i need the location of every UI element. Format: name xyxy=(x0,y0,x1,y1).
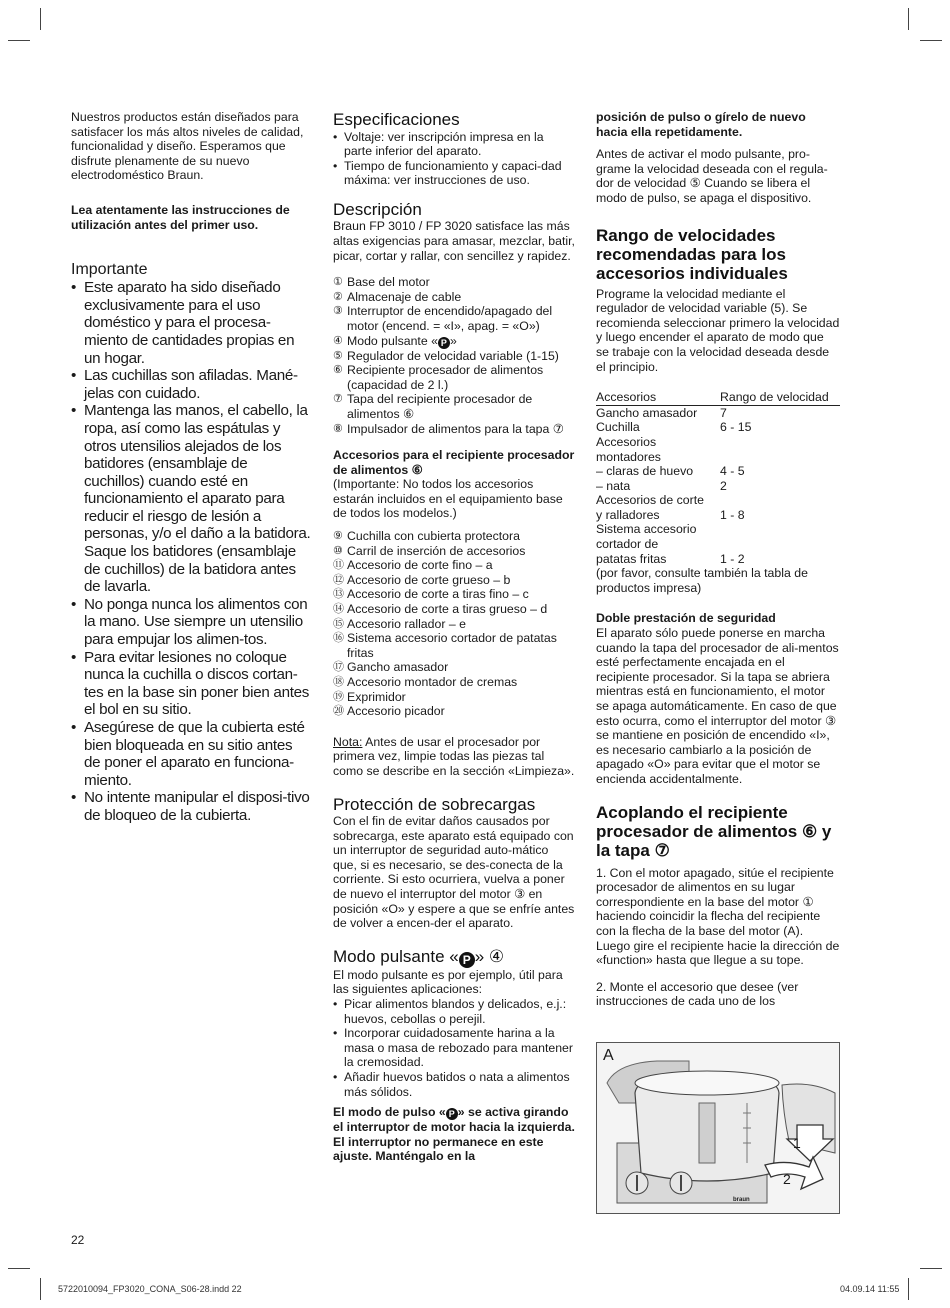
table-cell: patatas fritas xyxy=(596,551,667,566)
list-item: • Picar alimentos blandos y delicados, e.j.: huevos, cebollas o perejil. xyxy=(333,997,575,1026)
fit-heading: Acoplando el recipiente procesador de alimentos ⑥ y la tapa ⑦ xyxy=(596,802,832,860)
list-item: • Incorporar cuidadosamente harina a la masa o masa de rebozado para mantener la cremosidad. xyxy=(333,1026,575,1070)
spec-list xyxy=(333,130,575,188)
crop-mark xyxy=(908,1278,909,1300)
pulse-icon: P xyxy=(438,337,450,349)
item-text: Accesorio picador xyxy=(347,704,445,719)
table-row xyxy=(596,464,840,479)
list-item: • Tiempo de funcionamiento y capaci-dad máxima: ver instrucciones de uso. xyxy=(333,159,575,188)
table-row xyxy=(596,435,840,450)
pulse-icon: P xyxy=(446,1108,458,1120)
table-cell xyxy=(718,493,840,508)
table-cell: 1 - 8 xyxy=(720,507,745,522)
nota-paragraph xyxy=(333,735,575,779)
list-item xyxy=(333,363,575,392)
item-number: ⑬ xyxy=(333,588,344,601)
pulse-heading-b: » ④ xyxy=(474,946,505,966)
table-row xyxy=(596,537,840,552)
list-item: • Mantenga las manos, el cabello, la ropa, así como las espátulas y otros utensilios alejados de los batidores (ensamblaje de cuchillos) cuando esté en funcionamiento el aparato para reducir el riesgo de lesión a personas, y/o el daño a la batidora. Saque los batidores (ensamblaje de cuchillos) de la batidora antes de lavarla. xyxy=(71,402,311,596)
fit-step-1: 1. Con el motor apagado, sitúe el recipiente procesador de alimentos en su lugar correspondiente en la base del motor ① haciendo coincidir la flecha del recipiente con la flecha de la base del motor (A). Luego gire el recipiente hacie la dirección de «function» hasta que llegue a su tope. xyxy=(596,865,840,968)
table-cell: Accesorios de corte xyxy=(596,493,704,508)
table-row xyxy=(596,522,840,537)
item-number: ⑳ xyxy=(333,705,344,718)
continued-text: Antes de activar el modo pulsante, pro-grame la velocidad deseada con el regula-dor de velocidad ⑤ Cuando se libera el modo de pulso, se apaga el dispositivo. xyxy=(596,147,828,205)
importante-heading: Importante xyxy=(71,261,148,279)
table-cell xyxy=(718,435,840,450)
overload-heading: Protección de sobrecargas xyxy=(333,794,536,814)
page-number: 22 xyxy=(71,1233,85,1247)
item-number: ⑧ xyxy=(333,422,343,435)
item-text: Interruptor de encendido/apagado del motor (encend. = «I», apag. = «O») xyxy=(347,304,553,333)
item-text: Regulador de velocidad variable (1-15) xyxy=(347,348,559,363)
item-number: ① xyxy=(333,276,343,289)
table-row xyxy=(596,405,840,420)
list-item: • Asegúrese de que la cubierta esté bien bloqueada en su sitio antes de poner el aparato en funciona-miento. xyxy=(71,719,311,789)
pulse-bold-a: El modo de pulso « xyxy=(333,1105,446,1120)
column-left xyxy=(71,110,311,825)
item-number: ⑲ xyxy=(333,690,344,703)
item-text: Cuchilla con cubierta protectora xyxy=(347,529,520,544)
item-text: Accesorio rallador – e xyxy=(347,616,466,631)
figure-a xyxy=(596,1042,840,1214)
crop-mark xyxy=(8,40,30,41)
item-text: Carril de inserción de accesorios xyxy=(347,543,526,558)
item-number: ⑥ xyxy=(333,364,343,377)
item-number: ⑦ xyxy=(333,393,343,406)
crop-mark xyxy=(920,40,942,41)
item-number: ③ xyxy=(333,305,343,318)
brand-logo: braun xyxy=(733,1197,750,1203)
accessories-heading: Accesorios para el recipiente procesador de alimentos ⑥ xyxy=(333,448,575,477)
crop-mark xyxy=(40,1278,41,1300)
list-item xyxy=(333,573,575,588)
accessories-list xyxy=(333,529,575,719)
item-number: ⑱ xyxy=(333,676,344,688)
desc-text: Braun FP 3010 / FP 3020 satisface las más altas exigencias para amasar, mezclar, batir, picar, cortar y rallar, con sencillez y rapidez. xyxy=(333,219,575,263)
table-cell: 7 xyxy=(720,405,727,420)
pulse-bold-b: » se activa girando el interruptor de motor hacia la izquierda. El interruptor no permanece en este ajuste. Manténgalo en la xyxy=(333,1105,575,1164)
list-item xyxy=(333,602,575,617)
item-text: Recipiente procesador de alimentos (capacidad de 2 l.) xyxy=(347,363,544,392)
item-number: ⑪ xyxy=(333,559,344,572)
list-item: • Las cuchillas son afiladas. Mané-jelas con cuidado. xyxy=(71,367,311,402)
item-text: Impulsador de alimentos para la tapa ⑦ xyxy=(347,421,564,436)
table-row xyxy=(596,479,840,494)
table-cell xyxy=(718,450,840,465)
item-text: Base del motor xyxy=(347,275,430,290)
table-cell: 1 - 2 xyxy=(720,551,745,566)
table-cell: – nata xyxy=(596,478,631,493)
table-note: (por favor, consulte también la tabla de productos impresa) xyxy=(596,566,808,595)
item-number: ⑭ xyxy=(333,603,344,616)
table-cell: 6 - 15 xyxy=(720,420,752,435)
figure-label: A xyxy=(603,1047,614,1064)
safety-heading: Doble prestación de seguridad xyxy=(596,611,776,626)
list-item xyxy=(333,529,575,544)
item-number: ⑯ xyxy=(333,632,344,645)
list-item: • No ponga nunca los alimentos con la mano. Use siempre un utensilio para empujar los alimen-tos. xyxy=(71,596,311,649)
list-item: • Este aparato ha sido diseñado exclusivamente para el uso doméstico y para el procesa-miento de cantidades propias en un hogar. xyxy=(71,279,311,367)
table-cell: cortador de xyxy=(596,537,659,552)
arrow-label-1: 1 xyxy=(793,1135,801,1151)
table-row xyxy=(596,450,840,465)
crop-mark xyxy=(40,8,41,30)
column-right xyxy=(596,110,840,1009)
column-middle xyxy=(333,110,575,1164)
pulse-icon: P xyxy=(459,952,475,968)
speed-heading: Rango de velocidades recomendadas para los accesorios individuales xyxy=(596,225,788,283)
table-cell: 2 xyxy=(720,478,727,493)
table-row xyxy=(596,508,840,523)
read-first-notice: Lea atentamente las instrucciones de utilización antes del primer uso. xyxy=(71,202,290,232)
table-header: Accesorios xyxy=(596,390,718,405)
list-item xyxy=(333,704,575,719)
item-text: Accesorio de corte grueso – b xyxy=(347,572,511,587)
item-number: ⑤ xyxy=(333,349,343,362)
item-text: Accesorio de corte a tiras fino – c xyxy=(347,587,529,602)
list-item xyxy=(333,558,575,573)
item-text: Accesorio montador de cremas xyxy=(347,675,518,689)
table-cell: y ralladores xyxy=(596,507,660,522)
item-text: Sistema accesorio cortador de patatas fritas xyxy=(347,631,557,660)
safety-text: El aparato sólo puede ponerse en marcha cuando la tapa del procesador de ali-mentos esté perfectamente encajada en el recipiente procesador. Si la tapa se abriera mientras está en funcionamiento, el motor se apaga automáticamente. En caso de que esto ocurra, como el interruptor del motor ③ se mantiene en posición de encendido «I», es necesario cambiarlo a la posición de apagado «O» para evitar que el motor se encienda accidentalmente. xyxy=(596,626,839,786)
pulse-intro: El modo pulsante es por ejemplo, útil para las siguientes aplicaciones: xyxy=(333,967,563,997)
list-item xyxy=(333,304,575,333)
list-item xyxy=(333,587,575,602)
list-item: • Voltaje: ver inscripción impresa en la parte inferior del aparato. xyxy=(333,130,575,159)
list-item xyxy=(333,422,575,437)
food-processor-illustration xyxy=(597,1043,839,1213)
crop-mark xyxy=(920,1268,942,1269)
table-row xyxy=(596,420,840,435)
desc-heading: Descripción xyxy=(333,199,422,219)
item-text: Accesorio de corte a tiras grueso – d xyxy=(347,602,548,617)
list-item xyxy=(333,675,575,690)
table-header: Rango de velocidad xyxy=(718,390,840,405)
item-number: ⑮ xyxy=(333,617,344,630)
item-text-end: » xyxy=(449,333,457,348)
list-item: • Añadir huevos batidos o nata a alimentos más sólidos. xyxy=(333,1070,575,1099)
continued-bold: posición de pulso o gírelo de nuevo hacia ella repetidamente. xyxy=(596,110,806,139)
table-cell: 4 - 5 xyxy=(720,464,745,479)
table-cell: montadores xyxy=(596,449,661,464)
pulse-heading xyxy=(333,947,575,968)
print-footer-file: 5722010094_FP3020_CONA_S06-28.indd 22 xyxy=(58,1284,242,1294)
print-footer-date: 04.09.14 11:55 xyxy=(840,1284,900,1294)
list-item xyxy=(333,392,575,421)
list-item xyxy=(333,660,575,675)
table-cell xyxy=(718,537,840,552)
pulse-bold-text xyxy=(333,1105,575,1164)
nota-label: Nota: xyxy=(333,734,363,749)
accessories-note: (Importante: No todos los accesorios estarán incluidos en el equipamiento base de todos los modelos.) xyxy=(333,477,563,521)
intro-text: Nuestros productos están diseñados para satisfacer los más altos niveles de calidad, funcionalidad y diseño. Esperamos que disfrute plenamente de su nuevo electrodoméstico Braun. xyxy=(71,110,304,183)
item-number: ⑫ xyxy=(333,573,344,586)
table-row xyxy=(596,552,840,567)
list-item xyxy=(333,690,575,705)
item-text: Exprimidor xyxy=(347,689,406,704)
list-item xyxy=(333,334,575,349)
item-text: Gancho amasador xyxy=(347,660,449,675)
table-cell xyxy=(718,522,840,537)
pulse-list xyxy=(333,997,575,1099)
list-item xyxy=(333,544,575,559)
speed-text: Programe la velocidad mediante el regulador de velocidad variable (5). Se recomienda seleccionar primero la velocidad y luego encender el aparato de modo que se trabaje con la velocidad deseada desde el principio. xyxy=(596,286,840,374)
pulse-heading-a: Modo pulsante « xyxy=(333,946,459,966)
item-text: Accesorio de corte fino – a xyxy=(347,558,493,573)
item-number: ⑰ xyxy=(333,661,344,674)
table-cell: Gancho amasador xyxy=(596,405,698,420)
table-cell: Cuchilla xyxy=(596,420,640,435)
table-header-row xyxy=(596,390,840,405)
arrow-label-2: 2 xyxy=(783,1171,791,1187)
item-text: Tapa del recipiente procesador de alimentos ⑥ xyxy=(347,392,533,421)
crop-mark xyxy=(908,8,909,30)
table-row xyxy=(596,493,840,508)
item-number: ② xyxy=(333,290,343,303)
overload-text: Con el fin de evitar daños causados por sobrecarga, este aparato está equipado con un interruptor de seguridad auto-mático que, si es necesario, se des-conecta de la corriente. Si esto ocurriera, vuelva a poner de nuevo el interruptor del motor ③ en posición «O» y espere a que se enfríe antes de volver a encen-der el aparato. xyxy=(333,814,575,931)
table-cell: – claras de huevo xyxy=(596,464,694,479)
nota-text: Antes de usar el procesador por primera vez, limpie todas las piezas tal como se describe en la sección «Limpieza». xyxy=(333,734,575,778)
list-item: • Para evitar lesiones no coloque nunca la cuchilla o discos cortan-tes en la base sin poner bien antes el bol en su sitio. xyxy=(71,649,311,719)
item-text: Almacenaje de cable xyxy=(347,289,462,304)
item-number: ⑩ xyxy=(333,544,343,557)
list-item xyxy=(333,617,575,632)
list-item: • No intente manipular el disposi-tivo de bloqueo de la cubierta. xyxy=(71,789,311,824)
speed-table xyxy=(596,390,840,566)
item-text: Modo pulsante « xyxy=(347,333,438,348)
list-item xyxy=(333,349,575,364)
item-number: ⑨ xyxy=(333,530,343,543)
list-item xyxy=(333,290,575,305)
list-item xyxy=(333,275,575,290)
parts-list xyxy=(333,275,575,436)
table-cell: Sistema accesorio xyxy=(596,522,697,537)
list-item xyxy=(333,631,575,660)
table-cell: Accesorios xyxy=(596,434,657,449)
fit-step-2: 2. Monte el accesorio que desee (ver instrucciones de cada uno de los xyxy=(596,979,799,1009)
spec-heading: Especificaciones xyxy=(333,110,460,129)
crop-mark xyxy=(8,1268,30,1269)
item-number: ④ xyxy=(333,334,343,347)
importante-list xyxy=(71,279,311,824)
